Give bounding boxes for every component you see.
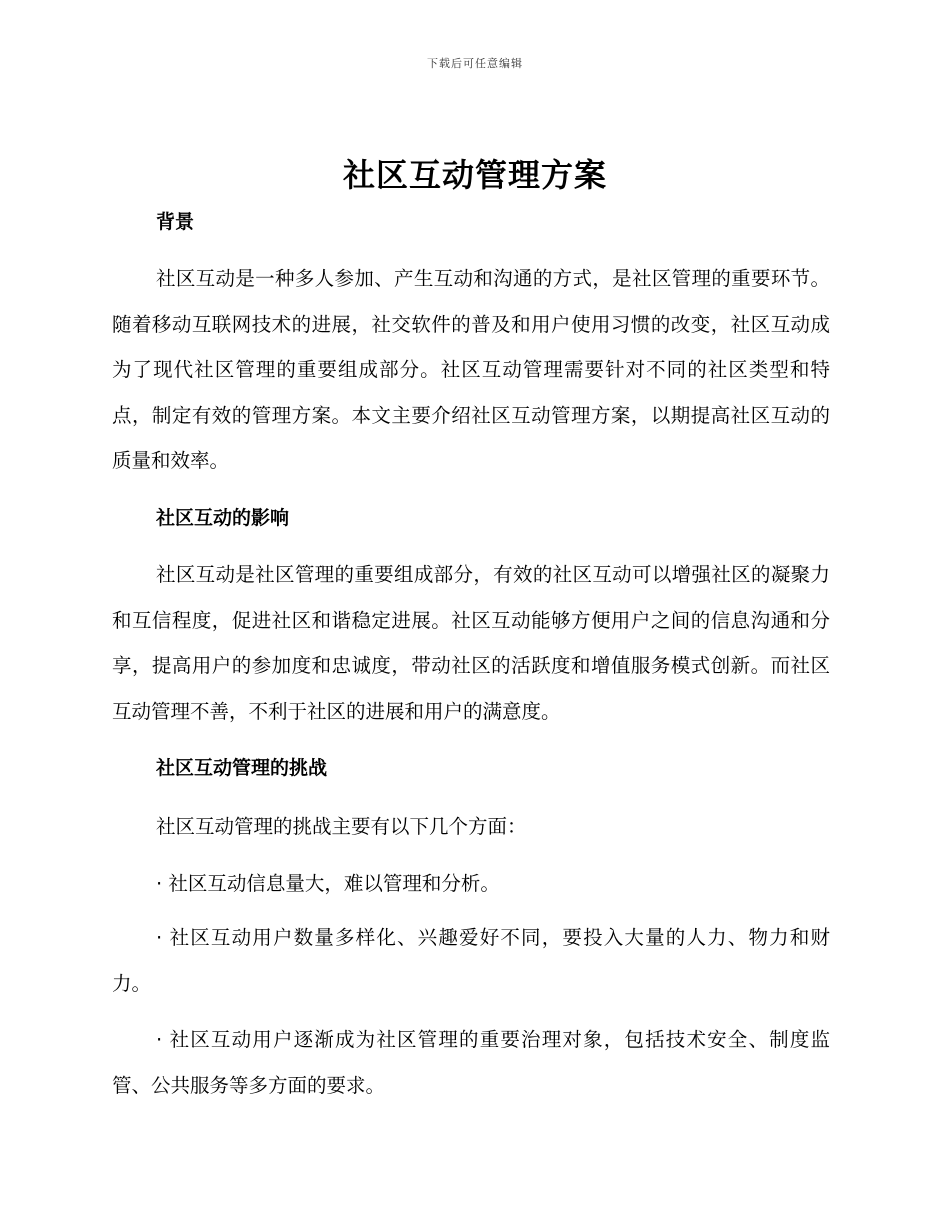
section-heading-impact: 社区互动的影响 — [156, 507, 290, 529]
paragraph-challenges-intro: 社区互动管理的挑战主要有以下几个方面： — [156, 815, 527, 838]
document-title: 社区互动管理方案 — [342, 156, 607, 194]
section-heading-background: 背景 — [156, 211, 195, 233]
section-heading-challenges: 社区互动管理的挑战 — [156, 757, 328, 779]
bullet-item: · 社区互动用户逐渐成为社区管理的重要治理对象，包括技术安全、制度监管、公共服务等多方面的要求。 — [112, 1028, 830, 1097]
header-note: 下载后可任意编辑 — [427, 57, 523, 70]
bullet-item: · 社区互动信息量大，难以管理和分析。 — [156, 872, 500, 895]
bullet-item: · 社区互动用户数量多样化、兴趣爱好不同，要投入大量的人力、物力和财力。 — [112, 926, 830, 995]
paragraph-impact: 社区互动是社区管理的重要组成部分，有效的社区互动可以增强社区的凝聚力和互信程度，促进社区和谐稳定进展。社区互动能够方便用户之间的信息沟通和分享，提高用户的参加度和忠诚度，带动社区的活跃度和增值服务模式创新。而社区互动管理不善，不利于社区的进展和用户的满意度。 — [112, 563, 830, 723]
paragraph-background: 社区互动是一种多人参加、产生互动和沟通的方式，是社区管理的重要环节。随着移动互联网技术的进展，社交软件的普及和用户使用习惯的改变，社区互动成为了现代社区管理的重要组成部分。社区互动管理需要针对不同的社区类型和特点，制定有效的管理方案。本文主要介绍社区互动管理方案，以期提高社区互动的质量和效率。 — [112, 267, 830, 472]
